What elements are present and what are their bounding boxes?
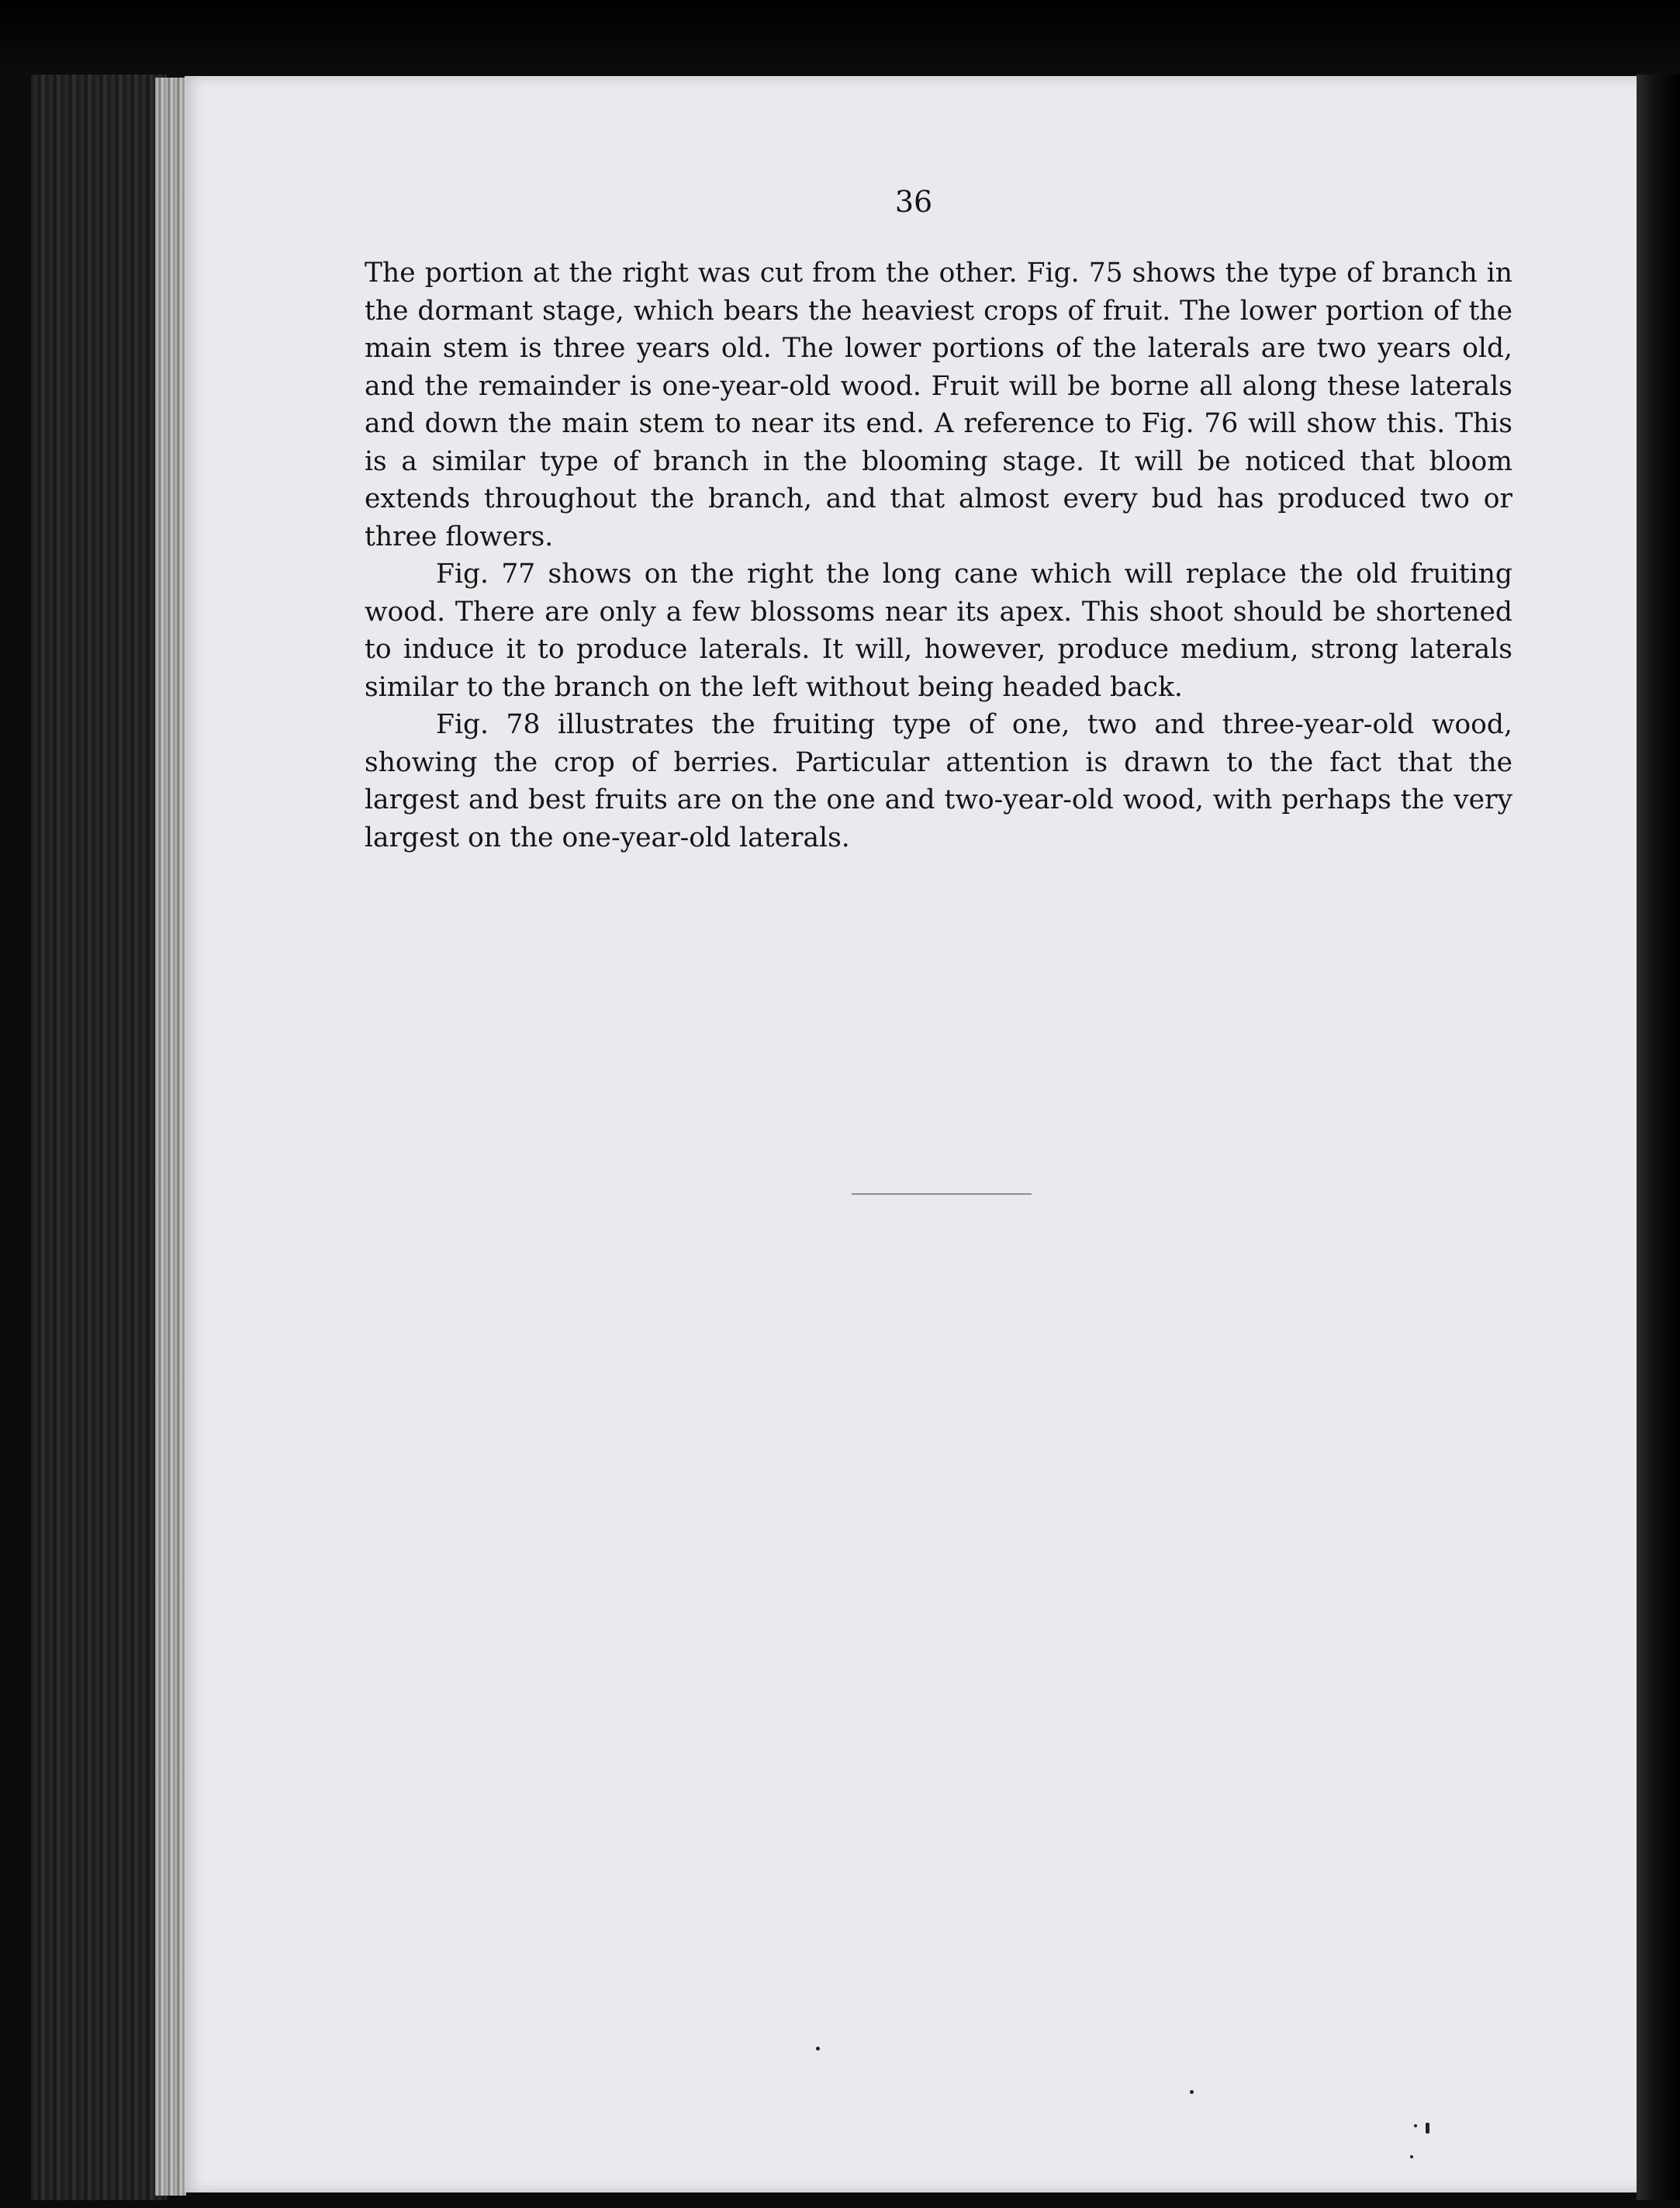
page-number: 36 — [894, 185, 933, 219]
section-divider-rule — [852, 1193, 1032, 1195]
paragraph-1: The portion at the right was cut from the other. Fig. 75 shows the type of branch in the dormant stage, which bears the heaviest crops of fruit. The lower portion of the main stem is three years old. The lower portions of the laterals are two years old, and the remainder is one-year-old wood. Fruit will be borne all along these laterals and down the main stem to near its end. A reference to Fig. 76 will show this. This is a similar type of branch in the blooming stage. It will be noticed that bloom extends throughout the branch, and that almost every bud has produced two or three flowers. — [365, 258, 1512, 552]
scan-speck — [1414, 2124, 1417, 2127]
book-spine-edge — [31, 74, 167, 2200]
paragraph-2: Fig. 77 shows on the right the long cane which will replace the old fruiting wood. There are only a few blossoms near its apex. This shoot should be shortened to induce it to produce laterals. It will, however, produce medium, strong laterals similar to the branch on the left without being headed back. — [365, 559, 1512, 703]
scan-speck — [1190, 2090, 1194, 2094]
scan-speck — [1426, 2123, 1429, 2134]
scan-speck — [1410, 2155, 1413, 2158]
book-page — [185, 76, 1643, 2192]
scan-speck — [816, 2047, 820, 2051]
body-text — [365, 254, 1512, 857]
scan-right-border — [1637, 74, 1680, 2200]
page-stack-edge — [155, 78, 186, 2196]
paragraph-3: Fig. 78 illustrates the fruiting type of one, two and three-year-old wood, showing the crop of berries. Particular attention is drawn to the fact that the largest and best fruits are on the one and two-year-old wood, with perhaps the very largest on the one-year-old laterals. — [365, 709, 1512, 853]
scan-top-border — [0, 0, 1680, 74]
